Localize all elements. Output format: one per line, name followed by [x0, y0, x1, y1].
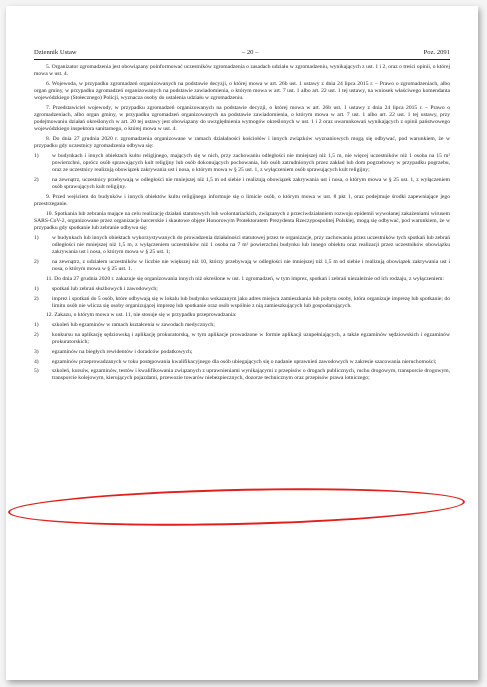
list-item	[34, 332, 450, 346]
paragraph-9: 9. Przed wejściem do budynków i innych obiektów kultu religijnego informuje się o limicie osób, o którym mowa w ust. 8 pkt 1, oraz podejmuje środki zapewniające jego przestrzeganie.	[34, 194, 450, 208]
page-number: – 20 –	[241, 49, 259, 56]
item-text: na zewnątrz, uczestnicy przebywają w odległości nie mniejszej niż 1,5 m od siebie i realizują obowiązek zakrywania ust i nosa, o którym mowa w § 25 ust. 1, z wyłączeniem osób sprawujących kult religijny.	[52, 177, 450, 191]
paragraph-10: 10. Spotkania lub zebrania mające na celu realizację działań statutowych lub wolontariackich, związanych z przeciwdziałaniem rozwoju epidemii wywołanej zakażeniami wirusem SARS-CoV-2, organizowane przez organizacje harcerskie i skautowe objęte Honorowym Protektoratem Prezydenta Rzeczypospolitej Polskiej, mogą się odbywać, pod warunkiem, że w przypadku gdy spotkanie lub zebranie odbywa się:	[34, 210, 450, 232]
list-item	[34, 349, 450, 356]
item-text: w budynkach lub innych obiektach wykorzystywanych do prowadzenia działalności statutowej przez te organizacje, przy zachowaniu przez uczestników tych spotkań lub zebrań odległości nie mniejszej niż 1,5 m, z wyłączeniem uczestników niż 1 osoba na 7 m² powierzchni budynku lub innego obiektu oraz realizacji przez uczestników obowiązku zakrywania ust i nosa, o którym mowa w § 25 ust. 1;	[52, 235, 450, 256]
item-text: egzaminów na biegłych rewidentów i doradców podatkowych;	[52, 348, 193, 355]
item-text: szkoleń, kursów, egzaminów, testów i kwalifikowania związanych z uprawnieniami wynikającymi z przepisów o drogach publicznych, ruchu drogowym, transporcie drogowym, transporcie kolejowym, kierujących pojazdami, przewozie towarów niebezpiecznych, dozorze technicznym oraz przepisów prawa lotniczego;	[52, 368, 450, 382]
item-number: 1)	[34, 285, 39, 292]
list-item	[34, 322, 450, 329]
item-number: 1)	[34, 322, 39, 329]
item-number: 1)	[34, 235, 39, 242]
highlighted-list-item	[34, 296, 450, 310]
item-text: konkursu na aplikację sędziowską i aplikację prokuratorską, w tym aplikacje prowadzone w formie aplikacji uzupełniających, a także egzaminów sędziowskich i egzaminów prokuratorskich;	[52, 331, 450, 346]
item-number: 3)	[34, 348, 39, 355]
list-item	[34, 259, 450, 273]
item-number: 5)	[34, 368, 39, 375]
page-header	[34, 47, 450, 58]
item-text: egzaminów przeprowadzanych w toku postępowania kwalifikacyjnego dla osób ubiegających się o nadanie uprawnień zawodowych w zakresie szacowania nieruchomości;	[52, 358, 437, 365]
item-text: szkoleń lub egzaminów w ramach kształcenia w zawodach medycznych;	[52, 322, 215, 329]
journal-title: Dziennik Ustaw	[34, 49, 77, 56]
list-item	[34, 368, 450, 382]
item-number: 2)	[34, 295, 39, 302]
list-item	[34, 286, 450, 293]
item-text: na zewnątrz, z udziałem uczestników w liczbie nie większej niż 10, którzy przebywają w odległości nie mniejszej niż 1,5 m od siebie i realizują obowiązek zakrywania ust i nosa, o którym mowa w § 25 ust. 1.	[52, 259, 450, 273]
paragraph-5: 5. Organizator zgromadzenia jest obowiązany poinformować uczestników zgromadzenia o zasadach udziału w zgromadzeniu, wynikających z ust. 1 i 2, oraz o treści opinii, o której mowa w ust. 4.	[34, 64, 450, 78]
header-rule	[34, 59, 450, 60]
item-number: 2)	[34, 259, 39, 266]
paragraph-12: 12. Zakazu, o którym mowa w ust. 11, nie stosuje się w przypadku przeprowadzania:	[46, 312, 237, 319]
document-page	[6, 6, 478, 680]
item-number: 4)	[34, 358, 39, 365]
paragraph-6: 6. Wojewoda, w przypadku zgromadzeń organizowanych na podstawie decyzji, o której mowa w art. 26b ust. 1 ustawy z dnia 24 lipca 2015 r. – Prawo o zgromadzeniach, albo organ gminy, w przypadku zgromadzeń organizowanych na podstawie zawiadomienia, o którym mowa w art. 7 ust. 1 albo art. 22 ust. 1 tej ustawy, na wniosek właściwego komendanta wojewódzkiego (Stołecznego) Policji, wyznacza osoby do ustalenia udziału w zgromadzeniu.	[34, 80, 450, 102]
list-item	[34, 153, 450, 174]
paragraph-8: 8. Do dnia 27 grudnia 2020 r. zgromadzenia organizowane w ramach działalności kościołów i innych związków wyznaniowych mogą się odbywać, pod warunkiem, że w przypadku gdy uczestnicy zgromadzenia odbywa się:	[34, 136, 450, 150]
item-number: 2)	[34, 331, 39, 338]
list-item	[34, 177, 450, 191]
position-number: Poz. 2091	[423, 49, 450, 56]
paragraph-7: 7. Przedstawiciel wojewody, w przypadku zgromadzeń organizowanych na podstawie decyzji, o której mowa w art. 26b ust. 1 ustawy z dnia 24 lipca 2015 r. – Prawo o zgromadzeniach, albo organ gminy, w przypadku zgromadzeń organizowanych na podstawie zawiadomienia, o którym mowa w art. 7 ust. 1 albo art. 22 ust. 1 tej ustawy, przy podejmowaniu działań określonych w art. 20 tej ustawy jest obowiązany do uwzględnienia wymogów określonych w ust. 1 i 2 oraz uwarunkowań wynikających z opinii państwowego wojewódzkiego inspektora sanitarnego, o której mowa w ust. 4.	[34, 104, 450, 133]
paragraph-11: 11. Do dnia 27 grudnia 2020 r. zakazuje się organizowania innych niż określone w ust. 1 zgromadzeń, w tym imprez, spotkań i zebrań niezależnie od ich rodzaju, z wyłączeniem:	[46, 276, 444, 282]
item-number: 2)	[34, 177, 39, 184]
list-item	[34, 235, 450, 256]
list-item	[34, 359, 450, 366]
item-number: 1)	[34, 153, 39, 160]
item-text: imprez i spotkań do 5 osób, które odbywają się w lokalu lub budynku wskazanym jako adres miejsca zamieszkania lub pobytu osoby, która organizuje imprezę lub spotkanie; do limitu osób nie wlicza się osoby organizującej imprezę lub spotkanie oraz osób wspólnie z nią zamieszkujących lub gospodarujących.	[52, 295, 450, 309]
item-text: w budynkach i innych obiektach kultu religijnego, mających się w nich, przy zachowaniu odległości nie mniejszej niż 1,5 m, nie więcej uczestników niż 1 osoba na 15 m² powierzchni, oprócz osób sprawujących kult religijny lub osób dokonujących pochowania, lub osób zatrudnionych przez zakład lub dom pogrzebowy w przypadku pogrzebu, oraz ze uczestnicy realizują obowiązek zakrywania ust i nosa, o którym mowa w § 25 ust. 1, z wyłączeniem osób sprawujących kult religijny;	[52, 153, 450, 174]
document-body	[34, 64, 450, 385]
item-text: spotkań lub zebrań służbowych i zawodowych;	[52, 285, 158, 292]
